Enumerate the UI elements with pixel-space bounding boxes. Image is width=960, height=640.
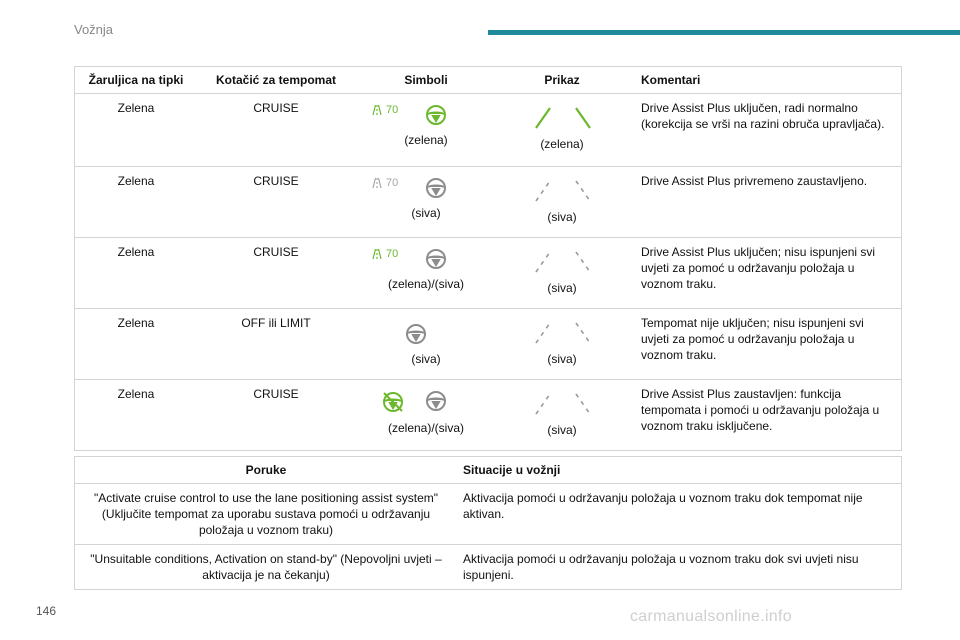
lamp-cell: Zelena bbox=[75, 94, 198, 167]
steering-wheel-icon bbox=[425, 248, 447, 270]
page-number: 146 bbox=[36, 604, 57, 618]
comment-cell: Drive Assist Plus privremeno zaustavljeno. bbox=[627, 167, 902, 238]
status-table bbox=[74, 66, 902, 451]
lane-lines-dashed-icon bbox=[532, 390, 592, 416]
table-row bbox=[75, 309, 902, 380]
steering-wheel-icon bbox=[425, 104, 447, 126]
comment-cell: Tempomat nije uključen; nisu ispunjeni svi uvjeti za pomoć u održavanju položaja u voznom traku. bbox=[627, 309, 902, 380]
speed-limit-indicator: 70 bbox=[371, 175, 398, 191]
lane-lines-icon bbox=[532, 104, 592, 130]
situation-cell: Aktivacija pomoći u održavanju položaja u voznom traku dok tempomat nije aktivan. bbox=[457, 484, 902, 545]
steering-wheel-icon bbox=[425, 390, 447, 412]
table-row bbox=[75, 484, 902, 545]
table-row bbox=[75, 94, 902, 167]
symbol-caption: (zelena)/(siva) bbox=[387, 421, 465, 435]
display-caption: (siva) bbox=[547, 352, 577, 366]
lamp-cell: Zelena bbox=[75, 238, 198, 309]
section-title: Vožnja bbox=[74, 22, 114, 37]
symbols-cell bbox=[355, 238, 497, 309]
col-header-display: Prikaz bbox=[497, 67, 627, 94]
lane-lines-dashed-icon bbox=[532, 248, 592, 274]
table-row bbox=[75, 238, 902, 309]
display-caption: (siva) bbox=[547, 210, 577, 224]
wheel-cell: CRUISE bbox=[197, 380, 355, 451]
lane-assist-icon bbox=[371, 104, 383, 116]
comment-cell: Drive Assist Plus uključen; nisu ispunjeni svi uvjeti za pomoć u održavanju položaja u voznom traku. bbox=[627, 238, 902, 309]
lane-lines-dashed-icon bbox=[532, 319, 592, 345]
display-cell bbox=[497, 238, 627, 309]
display-cell bbox=[497, 167, 627, 238]
header-accent-bar bbox=[488, 30, 960, 35]
display-caption: (zelena) bbox=[540, 137, 584, 151]
symbol-caption: (zelena) bbox=[404, 133, 448, 147]
speed-limit-indicator: 70 bbox=[371, 246, 398, 262]
steering-wheel-icon bbox=[405, 323, 427, 345]
display-cell bbox=[497, 309, 627, 380]
message-cell: "Activate cruise control to use the lane positioning assist system" (Uključite tempomat za uporabu sustava pomoći u održavanju položaja u voznom traku) bbox=[75, 484, 458, 545]
situation-cell: Aktivacija pomoći u održavanju položaja u voznom traku dok svi uvjeti nisu ispunjeni. bbox=[457, 545, 902, 590]
display-caption: (siva) bbox=[547, 281, 577, 295]
symbols-cell bbox=[355, 309, 497, 380]
col-header-lamp: Žaruljica na tipki bbox=[75, 67, 198, 94]
wheel-cell: CRUISE bbox=[197, 238, 355, 309]
steering-wheel-icon bbox=[425, 177, 447, 199]
wheel-cell: CRUISE bbox=[197, 167, 355, 238]
lane-lines-dashed-icon bbox=[532, 177, 592, 203]
col-header-situations: Situacije u vožnji bbox=[457, 457, 902, 484]
display-caption: (siva) bbox=[547, 423, 577, 437]
comment-cell: Drive Assist Plus zaustavljen: funkcija tempomata i pomoći u održavanju položaja u voznom traku isključene. bbox=[627, 380, 902, 451]
lamp-cell: Zelena bbox=[75, 167, 198, 238]
comment-cell: Drive Assist Plus uključen, radi normalno (korekcija se vrši na razini obruča upravljača). bbox=[627, 94, 902, 167]
table-row bbox=[75, 380, 902, 451]
steering-wheel-crossed-icon bbox=[381, 390, 405, 414]
display-cell bbox=[497, 380, 627, 451]
lamp-cell: Zelena bbox=[75, 309, 198, 380]
col-header-comments: Komentari bbox=[627, 67, 902, 94]
col-header-symbols: Simboli bbox=[355, 67, 497, 94]
symbol-caption: (siva) bbox=[411, 206, 441, 220]
speed-limit-indicator: 70 bbox=[371, 102, 398, 118]
symbols-cell bbox=[355, 380, 497, 451]
lamp-cell: Zelena bbox=[75, 380, 198, 451]
watermark: carmanualsonline.info bbox=[630, 608, 792, 625]
symbol-caption: (zelena)/(siva) bbox=[387, 277, 465, 291]
messages-table bbox=[74, 456, 902, 590]
lane-assist-icon bbox=[371, 248, 383, 260]
table-row bbox=[75, 167, 902, 238]
table-row bbox=[75, 545, 902, 590]
message-cell: "Unsuitable conditions, Activation on stand-by" (Nepovoljni uvjeti – aktivacija je na čekanju) bbox=[75, 545, 458, 590]
display-cell bbox=[497, 94, 627, 167]
col-header-wheel: Kotačić za tempomat bbox=[197, 67, 355, 94]
col-header-messages: Poruke bbox=[75, 457, 458, 484]
symbols-cell bbox=[355, 94, 497, 167]
wheel-cell: OFF ili LIMIT bbox=[197, 309, 355, 380]
symbols-cell bbox=[355, 167, 497, 238]
symbol-caption: (siva) bbox=[411, 352, 441, 366]
lane-assist-icon bbox=[371, 177, 383, 189]
wheel-cell: CRUISE bbox=[197, 94, 355, 167]
